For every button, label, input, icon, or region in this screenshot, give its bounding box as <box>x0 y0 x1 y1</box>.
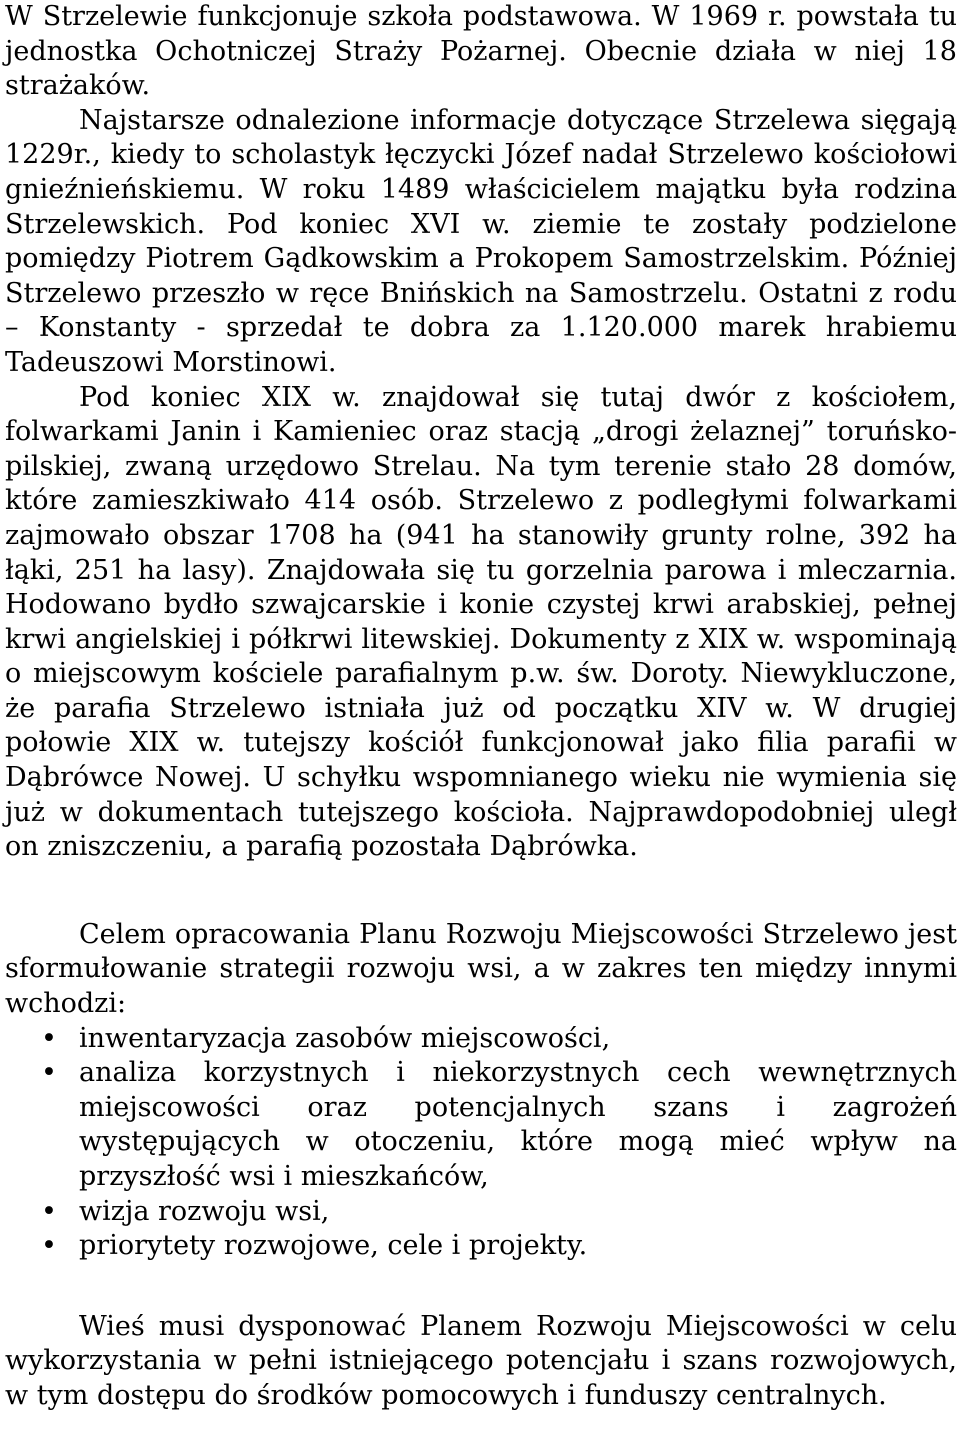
conclusion-section <box>5 1310 957 1414</box>
bullet-icon: • <box>41 1057 57 1089</box>
history-paragraph: Najstarsze odnalezione informacje dotyczące Strzelewa sięgają 1229r., kiedy to scholastyk łęczycki Józef nadał Strzelewo kościołowi gnieźnieńskiemu. W roku 1489 właścicielem majątku była rodzina Strzelewskich. Pod koniec XVI w. ziemie te zostały podzielone pomiędzy Piotrem Gądkowskim a Prokopem Samostrzelskim. Później Strzelewo przeszło w ręce Bnińskich na Samostrzelu. Ostatni z rodu – Konstanty - sprzedał te dobra za 1.120.000 marek hrabiemu Tadeuszowi Morstinowi. <box>5 104 957 378</box>
list-item: • inwentaryzacja zasobów miejscowości, <box>5 1022 957 1057</box>
bullet-icon: • <box>41 1022 57 1054</box>
plan-goals-section <box>5 918 957 1264</box>
bullet-icon: • <box>41 1195 57 1227</box>
plan-goals-intro: Celem opracowania Planu Rozwoju Miejscowości Strzelewo jest sformułowanie strategii rozwoju wsi, a w zakres ten między innymi wchodzi: <box>5 918 957 1020</box>
conclusion-paragraph: Wieś musi dysponować Planem Rozwoju Miejscowości w celu wykorzystania w pełni istniejącego potencjału i szans rozwojowych, w tym dostępu do środków pomocowych i funduszy centralnych. <box>5 1310 957 1411</box>
history-section <box>5 0 957 865</box>
list-item: • analiza korzystnych i niekorzystnych cech wewnętrznych miejscowości oraz potencjalnych szans i zagrożeń występujących w otoczeniu, które mogą mieć wpływ na przyszłość wsi i mieszkańców, <box>41 1057 957 1192</box>
plan-goals-list <box>5 1022 957 1264</box>
school-and-fire-brigade-paragraph: W Strzelewie funkcjonuje szkoła podstawowa. W 1969 r. powstała tu jednostka Ochotniczej Straży Pożarnej. Obecnie działa w niej 18 strażaków. <box>5 1 957 102</box>
list-item: • wizja rozwoju wsi, <box>5 1195 957 1230</box>
bullet-icon: • <box>41 1230 57 1262</box>
list-item: • priorytety rozwojowe, cele i projekty. <box>5 1229 957 1264</box>
nineteenth-century-paragraph: Pod koniec XIX w. znajdował się tutaj dwór z kościołem, folwarkami Janin i Kamieniec oraz stacją „drogi żelaznej” toruńsko-pilskiej, zwaną urzędowo Strelau. Na tym terenie stało 28 domów, które zamieszkiwało 414 osób. Strzelewo z podległymi folwarkami zajmowało obszar 1708 ha (941 ha stanowiły grunty rolne, 392 ha łąki, 251 ha lasy). Znajdowała się tu gorzelnia parowa i mleczarnia. Hodowano bydło szwajcarskie i konie czystej krwi arabskiej, pełnej krwi angielskiej i półkrwi litewskiej. Dokumenty z XIX w. wspominają o miejscowym kościele parafialnym p.w. św. Doroty. Niewykluczone, że parafia Strzelewo istniała już od początku XIV w. W drugiej połowie XIX w. tutejszy kościół funkcjonował jako filia parafii w Dąbrówce Nowej. U schyłku wspomnianego wieku nie wymienia się już w dokumentach tutejszego kościoła. Najprawdopodobniej uległ on zniszczeniu, a parafią pozostała Dąbrówka. <box>5 381 957 863</box>
